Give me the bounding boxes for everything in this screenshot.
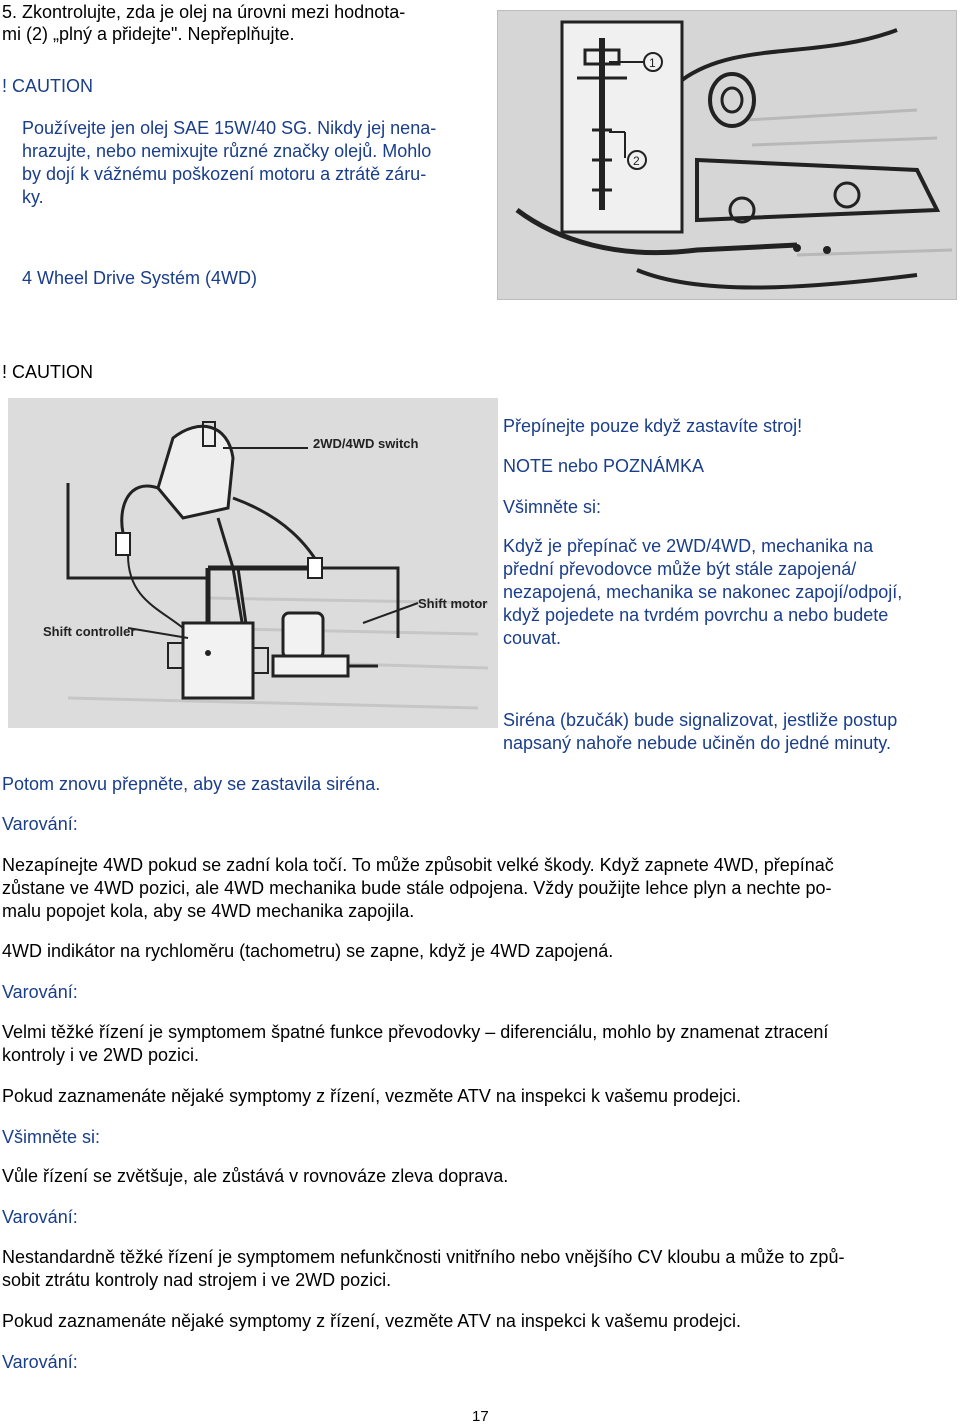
warning2-line2: kontroly i ve 2WD pozici. bbox=[2, 1045, 200, 1065]
switch-again-text: Potom znovu přepněte, aby se zastavila siréna. bbox=[2, 774, 381, 794]
notice-text-line3: nezapojená, mechanika se nakonec zapojí/odpojí, bbox=[503, 582, 903, 602]
notice-text-line4: když pojedete na tvrdém povrchu a nebo budete bbox=[503, 605, 889, 625]
warning-heading-4: Varování: bbox=[2, 1352, 78, 1372]
4wd-wiring-diagram bbox=[8, 398, 498, 728]
caution-heading-2: ! CAUTION bbox=[2, 362, 94, 382]
caution-text-line1: Používejte jen olej SAE 15W/40 SG. Nikdy jej nena- bbox=[22, 118, 437, 138]
caution-text-line4: ky. bbox=[22, 187, 44, 207]
caution-text-line3: by dojí k vážnému poškození motoru a ztrátě záru- bbox=[22, 164, 427, 184]
step5-line1: 5. Zkontrolujte, zda je olej na úrovni mezi hodnota- bbox=[2, 2, 406, 22]
warning1-line3: malu popojet kola, aby se 4WD mechanika zapojila. bbox=[2, 901, 415, 921]
warning-heading-1: Varování: bbox=[2, 814, 78, 834]
warning1-line1: Nezapínejte 4WD pokud se zadní kola točí. To může způsobit velké škody. Když zapnete 4WD, přepínač bbox=[2, 855, 834, 875]
caution-heading-1: ! CAUTION bbox=[2, 76, 94, 96]
notice2-heading: Všimněte si: bbox=[2, 1127, 101, 1147]
inspection-text-1: Pokud zaznamenáte nějaké symptomy z řízení, vezměte ATV na inspekci k vašemu prodejci. bbox=[2, 1086, 742, 1106]
warning3-line2: sobit ztrátu kontroly nad strojem i ve 2WD pozici. bbox=[2, 1270, 392, 1290]
page-number: 17 bbox=[472, 1408, 489, 1425]
notice-text-line2: přední převodovce může být stále zapojená/ bbox=[503, 559, 857, 579]
caution-text-line2: hrazujte, nebo nemixujte různé značky olejů. Mohlo bbox=[22, 141, 432, 161]
notice2-text: Vůle řízení se zvětšuje, ale zůstává v rovnováze zleva doprava. bbox=[2, 1166, 509, 1186]
note-heading: NOTE nebo POZNÁMKA bbox=[503, 456, 705, 476]
indicator-text: 4WD indikátor na rychloměru (tachometru) se zapne, když je 4WD zapojená. bbox=[2, 941, 614, 961]
warning-heading-2: Varování: bbox=[2, 982, 78, 1002]
notice-text-line1: Když je přepínač ve 2WD/4WD, mechanika na bbox=[503, 536, 874, 556]
notice-heading: Všimněte si: bbox=[503, 497, 602, 517]
oil-dipstick-figure bbox=[497, 10, 957, 300]
warning2-line1: Velmi těžké řízení je symptomem špatné funkce převodovky – diferenciálu, mohlo by znamenat ztracení bbox=[2, 1022, 829, 1042]
callout-2: 2 bbox=[633, 154, 640, 168]
label-shift-motor: Shift motor bbox=[418, 596, 488, 611]
warning-heading-3: Varování: bbox=[2, 1207, 78, 1227]
warning3-line1: Nestandardně těžké řízení je symptomem nefunkčnosti vnitřního nebo vnějšího CV kloubu a může to způ- bbox=[2, 1247, 845, 1267]
callout-1: 1 bbox=[649, 56, 656, 70]
notice-text-line5: couvat. bbox=[503, 628, 562, 648]
warning1-line2: zůstane ve 4WD pozici, ale 4WD mechanika bude stále odpojena. Vždy použijte lehce plyn a nechte po- bbox=[2, 878, 832, 898]
inspection-text-2: Pokud zaznamenáte nějaké symptomy z řízení, vezměte ATV na inspekci k vašemu prodejci. bbox=[2, 1311, 742, 1331]
label-2wd-4wd-switch: 2WD/4WD switch bbox=[313, 436, 419, 451]
label-shift-controller: Shift controller bbox=[43, 624, 136, 639]
siren-text-line2: napsaný nahoře nebude učiněn do jedné minuty. bbox=[503, 733, 891, 753]
step5-line2: mi (2) „plný a přidejte". Nepřeplňujte. bbox=[2, 24, 295, 44]
section-heading-4wd: 4 Wheel Drive Systém (4WD) bbox=[22, 268, 258, 288]
switch-note: Přepínejte pouze když zastavíte stroj! bbox=[503, 416, 803, 436]
siren-text-line1: Siréna (bzučák) bude signalizovat, jestliže postup bbox=[503, 710, 898, 730]
